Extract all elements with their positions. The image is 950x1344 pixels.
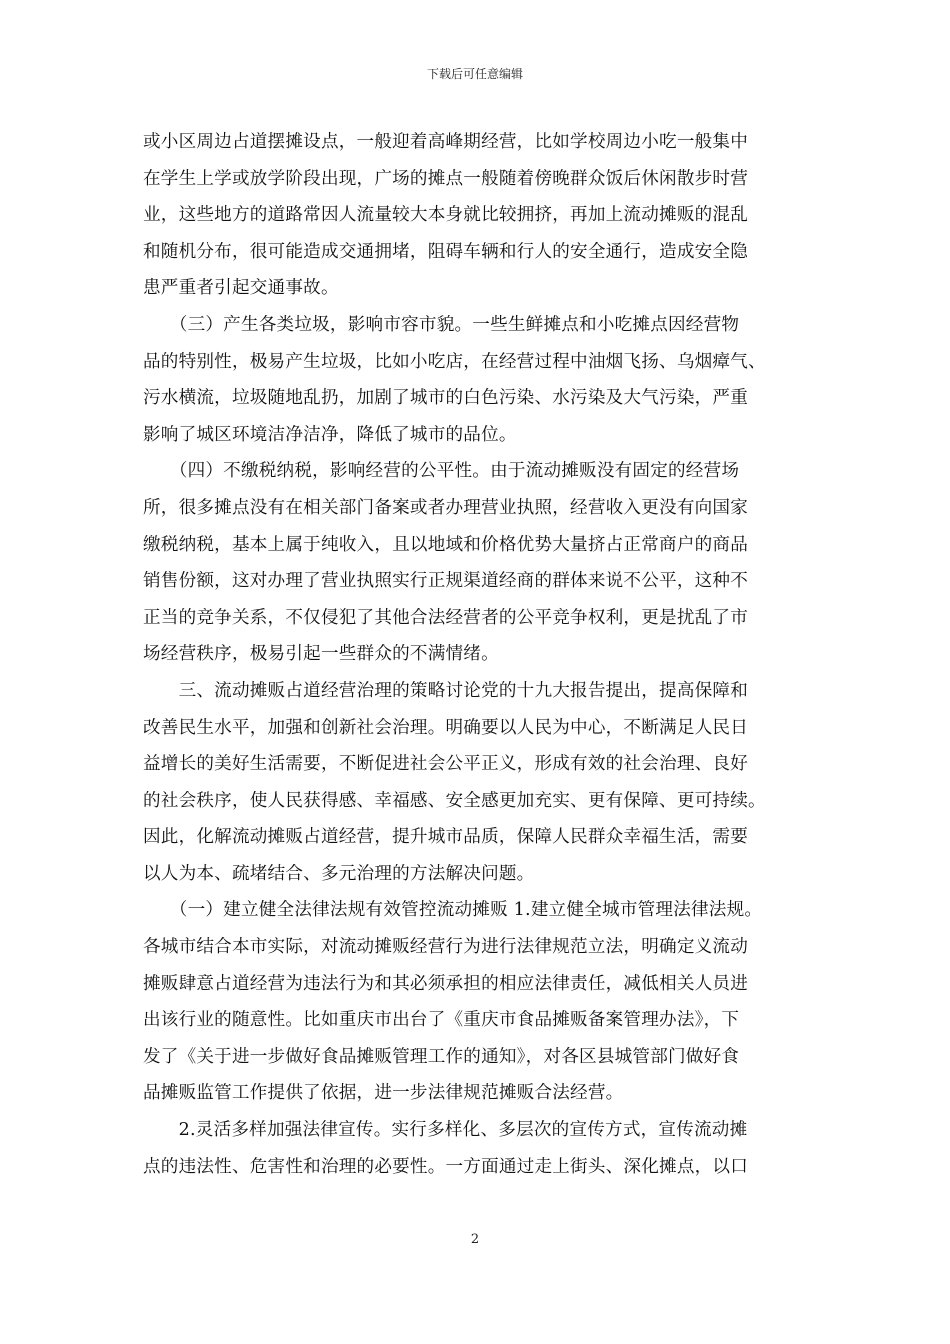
text-line: 影响了城区环境洁净洁净，降低了城市的品位。 — [143, 424, 517, 445]
text-line: 场经营秩序，极易引起一些群众的不满情绪。 — [143, 644, 499, 665]
document-body — [143, 124, 810, 1185]
text-line: （三）产生各类垃圾，影响市容市貌。一些生鲜摊点和小吃摊点因经营物 — [143, 314, 740, 335]
text-line: 品摊贩监管工作提供了依据，进一步法律规范摊贩合法经营。 — [143, 1083, 624, 1104]
text-line: （一）建立健全法律法规有效管控流动摊贩 1.建立健全城市管理法律法规。 — [143, 900, 763, 921]
text-line: 业，这些地方的道路常因人流量较大本身就比较拥挤，再加上流动摊贩的混乱 — [143, 205, 748, 226]
text-line: 因此，化解流动摊贩占道经营，提升城市品质，保障人民群众幸福生活，需要 — [143, 827, 748, 848]
text-line: 以人为本、疏堵结合、多元治理的方法解决问题。 — [143, 863, 535, 884]
text-line: 污水横流，垃圾随地乱扔，加剧了城市的白色污染、水污染及大气污染，严重 — [143, 388, 748, 409]
text-line: 销售份额，这对办理了营业执照实行正规渠道经商的群体来说不公平，这种不 — [143, 571, 748, 592]
text-line: 品的特别性，极易产生垃圾，比如小吃店，在经营过程中油烟飞扬、乌烟瘴气、 — [143, 351, 766, 372]
text-line: 改善民生水平，加强和创新社会治理。明确要以人民为中心，不断满足人民日 — [143, 717, 748, 738]
text-line: 点的违法性、危害性和治理的必要性。一方面通过走上街头、深化摊点，以口 — [143, 1156, 748, 1177]
page-header: 下载后可任意编辑 — [426, 67, 523, 81]
text-line: 或小区周边占道摆摊设点，一般迎着高峰期经营，比如学校周边小吃一般集中 — [143, 132, 748, 152]
text-line: 出该行业的随意性。比如重庆市出台了《重庆市食品摊贩备案管理办法》，下 — [143, 1010, 740, 1031]
text-line: 正当的竞争关系，不仅侵犯了其他合法经营者的公平竞争权利，更是扰乱了市 — [143, 607, 748, 628]
text-line: 益增长的美好生活需要，不断促进社会公平正义，形成有效的社会治理、良好 — [143, 754, 748, 775]
text-line: 各城市结合本市实际，对流动摊贩经营行为进行法律规范立法，明确定义流动 — [143, 937, 748, 958]
text-line: 三、流动摊贩占道经营治理的策略讨论党的十九大报告提出，提高保障和 — [143, 680, 748, 701]
text-line: 在学生上学或放学阶段出现，广场的摊点一般随着傍晚群众饭后休闲散步时营 — [143, 168, 748, 189]
text-line: 缴税纳税，基本上属于纯收入，且以地域和价格优势大量挤占正常商户的商品 — [143, 534, 748, 555]
text-line: （四）不缴税纳税，影响经营的公平性。由于流动摊贩没有固定的经营场 — [143, 461, 740, 482]
text-line: 2.灵活多样加强法律宣传。实行多样化、多层次的宣传方式，宣传流动摊 — [143, 1120, 748, 1141]
text-line: 和随机分布，很可能造成交通拥堵，阻碍车辆和行人的安全通行，造成安全隐 — [143, 241, 748, 262]
text-line: 发了《关于进一步做好食品摊贩管理工作的通知》，对各区县城管部门做好食 — [143, 1046, 740, 1067]
text-line: 所，很多摊点没有在相关部门备案或者办理营业执照，经营收入更没有向国家 — [143, 497, 748, 518]
page-number: 2 — [470, 1232, 480, 1247]
text-line: 摊贩肆意占道经营为违法行为和其必须承担的相应法律责任，减低相关人员进 — [143, 973, 748, 994]
text-line: 的社会秩序，使人民获得感、幸福感、安全感更加充实、更有保障、更可持续。 — [143, 790, 766, 811]
text-line: 患严重者引起交通事故。 — [143, 278, 339, 299]
